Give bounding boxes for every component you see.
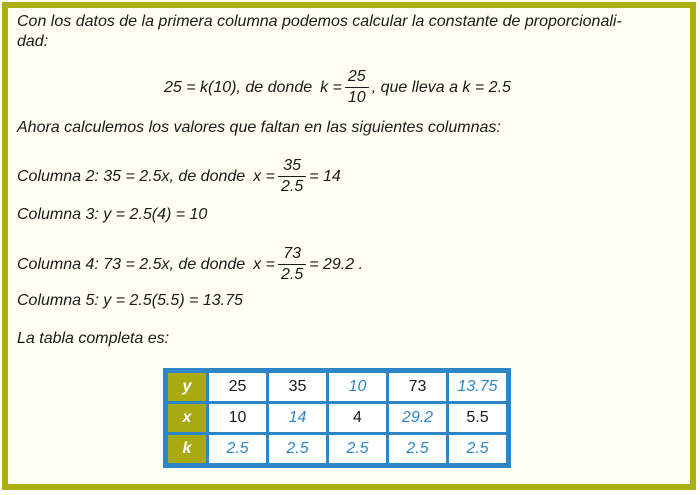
equation-k-var: k = [320,78,342,96]
column-4-text: Columna 4: 73 = 2.5x, de donde [17,255,246,273]
fraction-numerator: 73 [283,245,301,262]
instruction-text: Ahora calculemos los valores que faltan en las siguientes columnas: [17,119,501,136]
table-cell: 2.5 [389,435,446,463]
intro-line-2: dad: [17,33,49,50]
table-intro: La tabla completa es: [17,330,170,347]
table-cell: 29.2 [389,404,446,432]
table-cell: 4 [329,404,386,432]
column-4-equation [17,245,363,284]
column-2-result: = 14 [309,167,341,185]
equation-k-text: 25 = k(10), de donde [164,78,313,96]
row-header-k: k [168,435,206,463]
table-cell: 5.5 [449,404,506,432]
proportionality-table [163,368,511,468]
column-2-text: Columna 2: 35 = 2.5x, de donde [17,167,246,185]
column-2-var: x = [253,167,275,185]
fraction-35-2.5 [278,157,306,196]
column-2-equation [17,157,341,196]
table-cell: 14 [269,404,326,432]
table-cell: 10 [209,404,266,432]
fraction-25-10 [345,68,369,107]
fraction-denominator: 2.5 [278,264,306,284]
fraction-numerator: 35 [283,157,301,174]
fraction-numerator: 25 [347,68,366,85]
table-row-y [168,373,506,401]
table-cell: 13.75 [449,373,506,401]
table-cell: 35 [269,373,326,401]
table-row-x [168,404,506,432]
table-row-k [168,435,506,463]
column-4-result: = 29.2 . [309,255,364,273]
column-3-equation: Columna 3: y = 2.5(4) = 10 [17,206,208,223]
table-cell: 25 [209,373,266,401]
row-header-x: x [168,404,206,432]
table-cell: 10 [329,373,386,401]
fraction-denominator: 10 [345,87,369,107]
column-4-var: x = [253,255,275,273]
row-header-y: y [168,373,206,401]
table-cell: 2.5 [329,435,386,463]
equation-k-result: , que lleva a k = 2.5 [371,78,511,96]
equation-k [164,68,511,107]
table-cell: 2.5 [449,435,506,463]
intro-line-1: Con los datos de la primera columna podemos calcular la constante de proporcionali- [17,13,622,30]
table-cell: 73 [389,373,446,401]
fraction-denominator: 2.5 [278,176,306,196]
fraction-73-2.5 [278,245,306,284]
column-5-equation: Columna 5: y = 2.5(5.5) = 13.75 [17,292,243,309]
table-cell: 2.5 [269,435,326,463]
table-cell: 2.5 [209,435,266,463]
